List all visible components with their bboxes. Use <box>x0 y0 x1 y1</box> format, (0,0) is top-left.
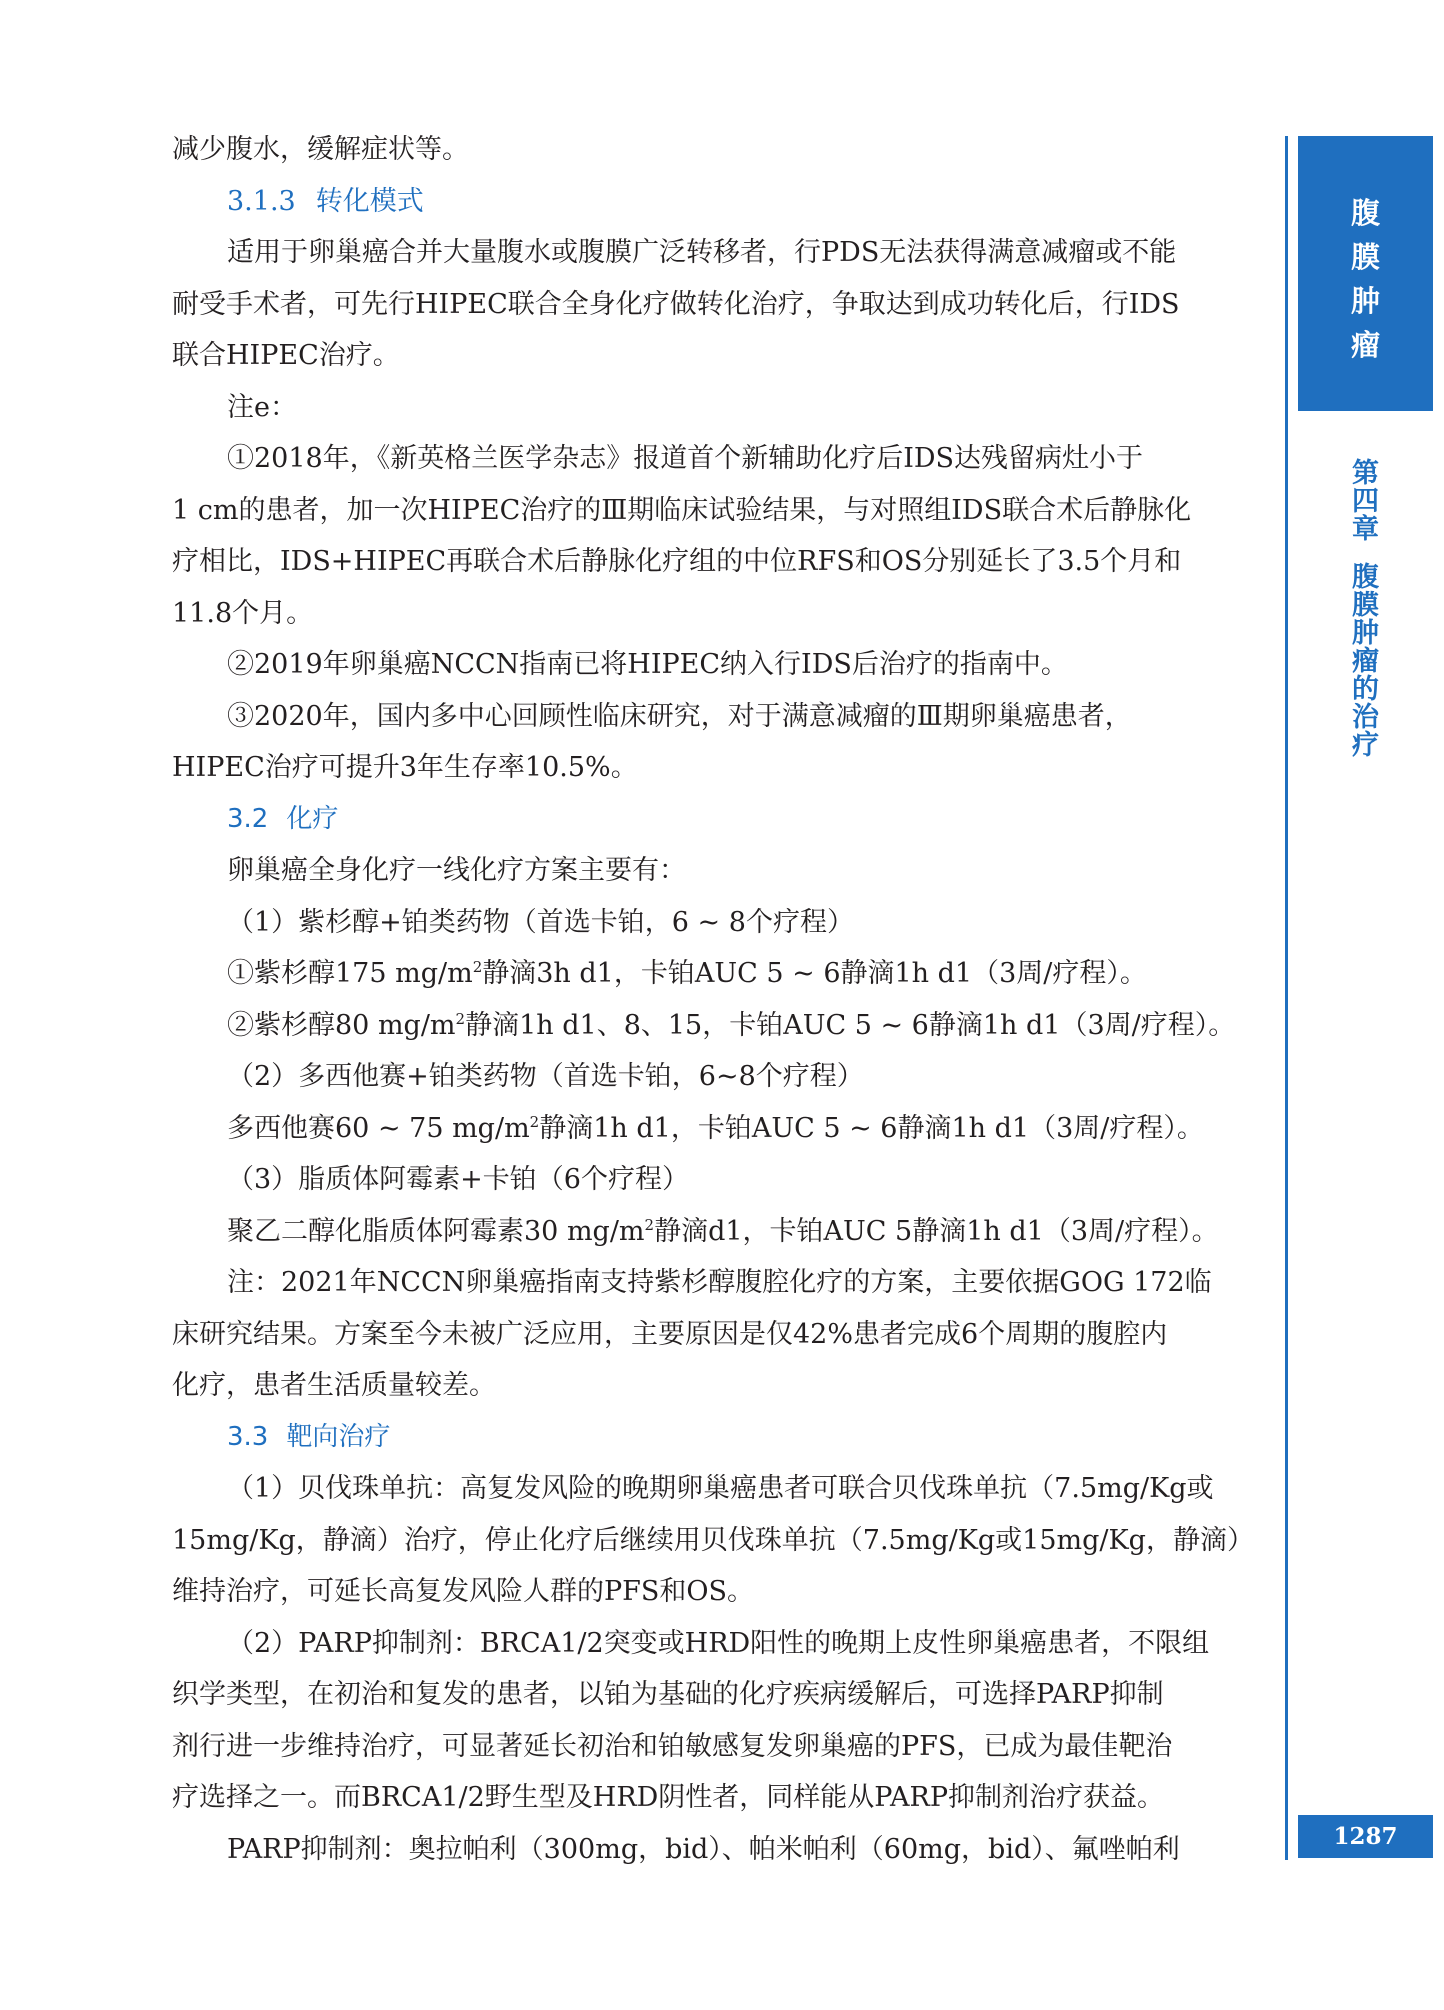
section-number: 3.1.3 <box>227 185 296 217</box>
section-number: 3.2 <box>227 803 269 834</box>
margin-rule <box>1285 136 1288 1860</box>
line-text: （3）脂质体阿霉素+卡铂（6个疗程） <box>227 1164 689 1195</box>
line-text: ②2019年卵巢癌NCCN指南已将HIPEC纳入行IDS后治疗的指南中。 <box>227 649 1068 680</box>
line-text: 减少腹水，缓解症状等。 <box>172 134 469 165</box>
section-number: 3.3 <box>227 1421 269 1452</box>
page-body <box>172 124 1254 1875</box>
text-line <box>172 588 1200 640</box>
line-text: （2）PARP抑制剂：BRCA1/2突变或HRD阳性的晚期上皮性卵巢癌患者，不限组 <box>227 1627 1210 1659</box>
section-title: 化疗 <box>286 803 339 834</box>
section-title: 转化模式 <box>315 185 424 217</box>
line-text-cont: 静滴d1，卡铂AUC 5静滴1h d1（3周/疗程）。 <box>654 1215 1219 1247</box>
line-text: 11.8个月。 <box>172 597 314 629</box>
text-line <box>172 897 1200 949</box>
section-tab-char: 腹 <box>1350 196 1380 230</box>
chapter-char: 治 <box>1352 702 1379 733</box>
section-tab-label <box>1298 191 1433 367</box>
line-text: 适用于卵巢癌合并大量腹水或腹膜广泛转移者，行PDS无法获得满意减瘤或不能 <box>227 237 1177 268</box>
text-line <box>172 433 1200 485</box>
chapter-char: 膜 <box>1352 590 1379 621</box>
text-line <box>172 1669 1200 1721</box>
text-line <box>172 742 1200 794</box>
section-tab-char: 瘤 <box>1350 328 1380 362</box>
text-line <box>172 845 1200 897</box>
text-line <box>172 227 1200 279</box>
text-line <box>172 1154 1200 1206</box>
superscript: 2 <box>472 958 483 976</box>
line-text: ①2018年，《新英格兰医学杂志》报道首个新辅助化疗后IDS达残留病灶小于 <box>227 443 1144 474</box>
line-text: 注e： <box>227 391 297 423</box>
section-title: 靶向治疗 <box>286 1421 391 1452</box>
section-tab-char: 肿 <box>1350 284 1380 318</box>
text-line <box>172 1566 1200 1618</box>
text-line <box>172 1051 1200 1103</box>
text-line <box>172 330 1200 382</box>
line-text-cont: 静滴1h d1、8、15，卡铂AUC 5 ~ 6静滴1h d1（3周/疗程）。 <box>465 1009 1236 1041</box>
line-text: 织学类型，在初治和复发的患者，以铂为基础的化疗疾病缓解后，可选择PARP抑制 <box>172 1679 1164 1710</box>
line-text: PARP抑制剂：奥拉帕利（300mg，bid）、帕米帕利（60mg，bid）、氟唑帕利 <box>227 1833 1180 1865</box>
superscript: 2 <box>644 1215 655 1234</box>
text-line <box>172 1103 1204 1155</box>
line-text: 剂行进一步维持治疗，可显著延长初治和铂敏感复发卵巢癌的PFS，已成为最佳靶治 <box>172 1730 1173 1762</box>
chapter-char: 四 <box>1352 486 1379 517</box>
text-line <box>172 279 1200 331</box>
text-line <box>172 1772 1200 1824</box>
superscript: 2 <box>455 1009 466 1028</box>
text-line <box>172 382 1200 434</box>
chapter-char: 瘤 <box>1352 646 1379 677</box>
text-line <box>172 1721 1200 1773</box>
text-line <box>172 639 1200 691</box>
superscript: 2 <box>529 1112 540 1131</box>
chapter-title <box>1298 460 1433 760</box>
line-text: ①紫杉醇175 mg/m <box>227 958 473 989</box>
line-text-cont: 静滴3h d1，卡铂AUC 5 ~ 6静滴1h d1（3周/疗程）。 <box>482 958 1147 989</box>
chapter-char: 肿 <box>1352 618 1379 649</box>
line-text: （2）多西他赛+铂类药物（首选卡铂，6~8个疗程） <box>227 1061 864 1092</box>
text-line <box>172 124 1200 176</box>
text-line <box>172 1257 1212 1309</box>
text-line <box>172 536 1200 588</box>
section-heading <box>172 1412 1200 1464</box>
text-line <box>172 691 1200 743</box>
text-line <box>172 485 1200 537</box>
line-text: ②紫杉醇80 mg/m <box>227 1009 456 1041</box>
line-text: 床研究结果。方案至今未被广泛应用，主要原因是仅42%患者完成6个周期的腹腔内 <box>172 1318 1168 1350</box>
line-text: 聚乙二醇化脂质体阿霉素30 mg/m <box>227 1215 645 1247</box>
page-number-box <box>1298 1815 1433 1858</box>
section-tab <box>1298 136 1433 411</box>
section-heading <box>172 794 1200 846</box>
chapter-char: 疗 <box>1352 730 1379 761</box>
text-line <box>172 1824 1200 1876</box>
line-text: 维持治疗，可延长高复发风险人群的PFS和OS。 <box>172 1576 755 1607</box>
text-line <box>172 1515 1254 1567</box>
chapter-char: 的 <box>1352 674 1379 705</box>
text-line <box>172 1309 1200 1361</box>
line-text: HIPEC治疗可提升3年生存率10.5%。 <box>172 752 638 783</box>
page-number: 1287 <box>1333 1823 1398 1850</box>
chapter-char: 章 <box>1352 514 1379 545</box>
line-text: （1）紫杉醇+铂类药物（首选卡铂，6 ~ 8个疗程） <box>227 906 854 938</box>
line-text: 注：2021年NCCN卵巢癌指南支持紫杉醇腹腔化疗的方案，主要依据GOG 172临 <box>227 1267 1212 1298</box>
chapter-char: 腹 <box>1352 562 1379 593</box>
line-text: 疗相比，IDS+HIPEC再联合术后静脉化疗组的中位RFS和OS分别延长了3.5个月和 <box>172 546 1182 577</box>
line-text: 1 cm的患者，加一次HIPEC治疗的Ⅲ期临床试验结果，与对照组IDS联合术后静脉化 <box>172 494 1192 526</box>
section-tab-char: 膜 <box>1350 240 1380 274</box>
line-text: 疗选择之一。而BRCA1/2野生型及HRD阴性者，同样能从PARP抑制剂治疗获益。 <box>172 1782 1164 1813</box>
line-text: 15mg/Kg，静滴）治疗，停止化疗后继续用贝伐珠单抗（7.5mg/Kg或15mg/Kg，静滴） <box>172 1524 1254 1556</box>
chapter-char: 第 <box>1352 458 1379 489</box>
text-line <box>172 1000 1236 1052</box>
text-line <box>172 1463 1214 1515</box>
line-text: 耐受手术者，可先行HIPEC联合全身化疗做转化治疗，争取达到成功转化后，行IDS <box>172 288 1180 320</box>
text-line <box>172 1206 1219 1258</box>
text-line <box>172 948 1200 1000</box>
text-line <box>172 1360 1200 1412</box>
line-text: （1）贝伐珠单抗：高复发风险的晚期卵巢癌患者可联合贝伐珠单抗（7.5mg/Kg或 <box>227 1473 1214 1504</box>
line-text: 卵巢癌全身化疗一线化疗方案主要有： <box>227 855 686 886</box>
line-text: 联合HIPEC治疗。 <box>172 340 400 371</box>
line-text: ③2020年，国内多中心回顾性临床研究，对于满意减瘤的Ⅲ期卵巢癌患者， <box>227 700 1132 732</box>
line-text-cont: 静滴1h d1，卡铂AUC 5 ~ 6静滴1h d1（3周/疗程）。 <box>539 1112 1204 1144</box>
line-text: 多西他赛60 ~ 75 mg/m <box>227 1112 530 1144</box>
line-text: 化疗，患者生活质量较差。 <box>172 1370 496 1401</box>
text-line <box>172 1618 1210 1670</box>
section-heading <box>172 176 1200 228</box>
